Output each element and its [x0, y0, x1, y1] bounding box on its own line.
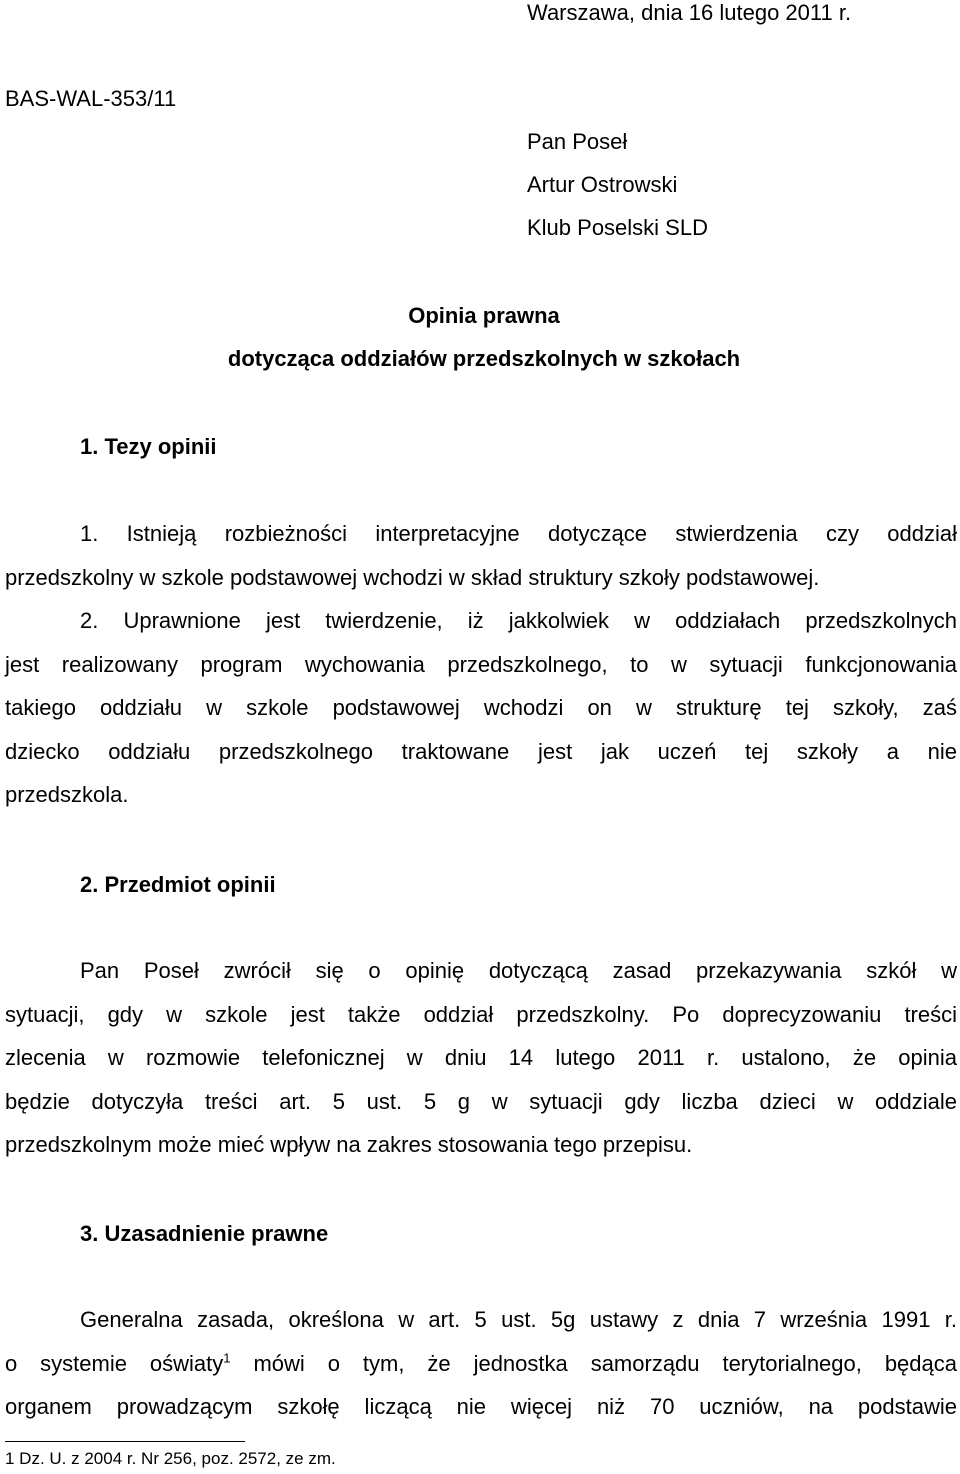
paragraph-line: przedszkolny w szkole podstawowej wchodzi w skład struktury szkoły podstawowej.: [5, 564, 820, 590]
paragraph-line: Pan Poseł zwrócił się o opinię dotyczącą zasad przekazywania szkół w: [80, 958, 957, 983]
footnote: 1 Dz. U. z 2004 r. Nr 256, poz. 2572, ze zm.: [5, 1449, 336, 1468]
paragraph: [5, 599, 957, 817]
paragraph-line: sytuacji, gdy w szkole jest także oddział przedszkolny. Po doprecyzowaniu treści: [5, 1001, 957, 1027]
document-title: [0, 294, 960, 380]
paragraph-line: 2. Uprawnione jest twierdzenie, iż jakkolwiek w oddziałach przedszkolnych: [80, 608, 957, 633]
paragraph-line: zlecenia w rozmowie telefonicznej w dniu 14 lutego 2011 r. ustalono, że opinia: [5, 1045, 957, 1071]
paragraph-line: przedszkolnym może mieć wpływ na zakres stosowania tego przepisu.: [5, 1132, 693, 1158]
footnote-divider: [5, 1441, 245, 1442]
paragraph: [5, 512, 957, 599]
paragraph: [5, 1298, 957, 1429]
paragraph-line: takiego oddziału w szkole podstawowej wchodzi on w strukturę tej szkoły, zaś: [5, 695, 957, 721]
addressee-line: Klub Poselski SLD: [527, 215, 708, 240]
paragraph-line: 1. Istnieją rozbieżności interpretacyjne dotyczące stwierdzenia czy oddział: [80, 521, 957, 546]
paragraph-line: organem prowadzącym szkołę liczącą nie więcej niż 70 uczniów, na podstawie: [5, 1394, 957, 1420]
paragraph-line: jest realizowany program wychowania przedszkolnego, to w sytuacji funkcjonowania: [5, 651, 957, 677]
footnote-reference: 1: [223, 1350, 231, 1366]
paragraph-text: o systemie oświaty: [5, 1350, 224, 1376]
section-heading: 3. Uzasadnienie prawne: [80, 1221, 329, 1246]
paragraph-line: [5, 1342, 957, 1386]
section-heading: 1. Tezy opinii: [80, 434, 217, 459]
document-date: Warszawa, dnia 16 lutego 2011 r.: [527, 0, 852, 25]
paragraph-line: Generalna zasada, określona w art. 5 ust. 5g ustawy z dnia 7 września 1991 r.: [80, 1307, 957, 1332]
addressee-block: [527, 120, 708, 249]
paragraph-text: mówi o tym, że jednostka samorządu terytorialnego, będąca: [230, 1350, 957, 1376]
title-line: dotycząca oddziałów przedszkolnych w szkołach: [227, 346, 741, 371]
paragraph-line: dziecko oddziału przedszkolnego traktowane jest jak uczeń tej szkoły a nie: [5, 738, 957, 764]
paragraph-line: będzie dotyczyła treści art. 5 ust. 5 g w sytuacji gdy liczba dzieci w oddziale: [5, 1088, 957, 1114]
paragraph-line: przedszkola.: [5, 782, 129, 808]
addressee-line: Pan Poseł: [527, 129, 628, 154]
title-line: Opinia prawna: [408, 303, 560, 328]
section-heading: 2. Przedmiot opinii: [80, 872, 276, 897]
document-signature: BAS-WAL-353/11: [5, 86, 177, 111]
paragraph: [5, 949, 957, 1167]
addressee-line: Artur Ostrowski: [527, 172, 678, 197]
